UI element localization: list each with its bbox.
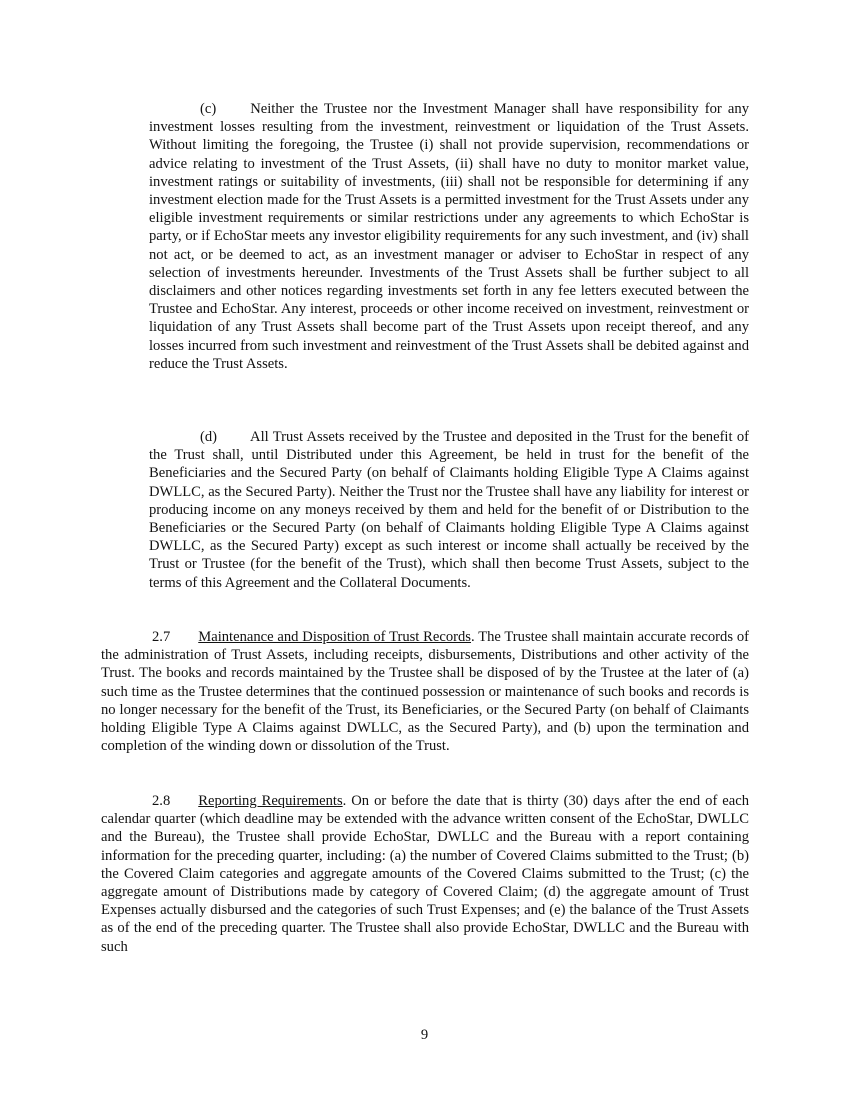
- paragraph-text: Neither the Trustee nor the Investment Manager shall have responsibility for any investment losses resulting from the investment, reinvestment or liquidation of the Trust Assets. Without limiting the foregoing, the Trustee (i) shall not provide supervision, recommendations or advice relating to investment of the Trust Assets, (ii) shall have no duty to monitor market value, investment ratings or suitability of investments, (iii) shall not be responsible for determining if any investment election made for the Trust Assets is a permitted investment for the Trust Assets under any eligible investment requirements or similar restrictions under any agreements to which EchoStar is party, or if EchoStar meets any investor eligibility requirements for any such investment, and (iv) shall not act, or be deemed to act, as an investment manager or adviser to EchoStar in respect of any selection of investments hereunder. Investments of the Trust Assets shall be further subject to all disclaimers and other notices regarding investments set forth in any fee letters executed between the Trustee and EchoStar. Any interest, proceeds or other income received on investment, reinvestment or liquidation of any Trust Assets shall become part of the Trust Assets upon receipt thereof, and any losses incurred from such investment and reinvestment of the Trust Assets shall be debited against and reduce the Trust Assets.: [149, 101, 749, 372]
- section-text: The Trustee shall maintain accurate records of the administration of Trust Assets, including receipts, disbursements, Distributions and other activity of the Trust. The books and records maintained by the Trustee shall be disposed of by the Trustee at the later of (a) such time as the Trustee determines that the continued possession or maintenance of such books and records is no longer necessary for the benefit of the Trust, its Beneficiaries, or the Secured Party (on behalf of Claimants holding Eligible Type A Claims against DWLLC, as the Secured Party), and (b) upon the termination and completion of the winding down or dissolution of the Trust.: [101, 629, 749, 755]
- paragraph-label: (d): [200, 429, 218, 445]
- section-heading: Reporting Requirements: [198, 793, 343, 809]
- section-2-8: 2.8 Reporting Requirements. On or before the date that is thirty (30) days after the end of each calendar quarter (which deadline may be extended with the advance written consent of the EchoStar, DWLLC and the Bureau), the Trustee shall provide EchoStar, DWLLC and the Bureau with a report containing information for the preceding quarter, including: (a) the number of Covered Claims submitted to the Trust; (b) the Covered Claim categories and aggregate amounts of the Covered Claims submitted to the Trust; (c) the aggregate amount of Distributions made by category of Covered Claim; (d) the aggregate amount of Trust Expenses actually disbursed and the categories of such Trust Expenses; and (e) the balance of the Trust Assets as of the end of the preceding quarter. The Trustee shall also provide EchoStar, DWLLC and the Bureau with such: [101, 793, 749, 955]
- paragraph-label: (c): [200, 101, 217, 117]
- section-number: 2.8: [152, 793, 171, 809]
- section-number: 2.7: [152, 629, 171, 645]
- page-number: 9: [420, 1027, 429, 1043]
- paragraph-d: [149, 428, 749, 592]
- section-2-7: 2.7 Maintenance and Disposition of Trust Records. The Trustee shall maintain accurate records of the administration of Trust Assets, including receipts, disbursements, Distributions and other activity of the Trust. The books and records maintained by the Trustee shall be disposed of by the Trustee at the later of (a) such time as the Trustee determines that the continued possession or maintenance of such books and records is no longer necessary for the benefit of the Trust, its Beneficiaries, or the Secured Party (on behalf of Claimants holding Eligible Type A Claims against DWLLC, as the Secured Party), and (b) upon the termination and completion of the winding down or dissolution of the Trust.: [101, 629, 749, 755]
- paragraph-c: [149, 100, 749, 373]
- section-text: On or before the date that is thirty (30) days after the end of each calendar quarter (which deadline may be extended with the advance written consent of the EchoStar, DWLLC and the Bureau), the Trustee shall provide EchoStar, DWLLC and the Bureau with a report containing information for the preceding quarter, including: (a) the number of Covered Claims submitted to the Trust; (b) the Covered Claim categories and aggregate amounts of the Covered Claims submitted to the Trust; (c) the aggregate amount of Distributions made by category of Covered Claim; (d) the aggregate amount of Trust Expenses actually disbursed and the categories of such Trust Expenses; and (e) the balance of the Trust Assets as of the end of the preceding quarter. The Trustee shall also provide EchoStar, DWLLC and the Bureau with such: [101, 793, 749, 955]
- section-heading: Maintenance and Disposition of Trust Records: [198, 629, 471, 645]
- paragraph-text: All Trust Assets received by the Trustee and deposited in the Trust for the benefit of the Trust shall, until Distributed under this Agreement, be held in trust for the benefit of the Beneficiaries and the Secured Party (on behalf of Claimants holding Eligible Type A Claims against DWLLC, as the Secured Party). Neither the Trust nor the Trustee shall have any liability for interest or producing income on any moneys received by them and held for the benefit of or Distribution to the Beneficiaries or the Secured Party (on behalf of Claimants holding Eligible Type A Claims against DWLLC, as the Secured Party) except as such interest or income shall actually be received by the Trust or Trustee (for the benefit of the Trust), which shall then become Trust Assets, subject to the terms of this Agreement and the Collateral Documents.: [149, 429, 749, 591]
